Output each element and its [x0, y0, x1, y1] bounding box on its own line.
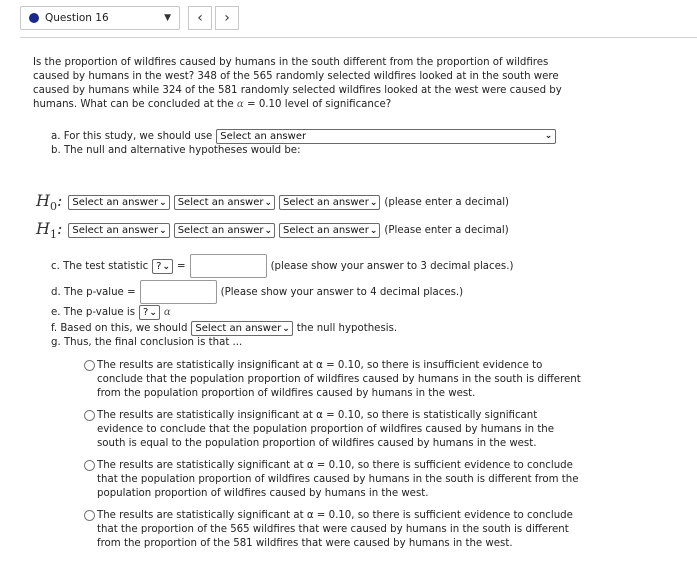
question-label: Question 16 [45, 12, 109, 24]
select-caret-icon: ⌄ [544, 131, 553, 141]
question-status-dot-icon [29, 13, 39, 23]
p-value-input[interactable] [140, 280, 217, 304]
select-caret-icon: ⌄ [162, 261, 171, 272]
part-b: b. The null and alternative hypotheses would be: [51, 145, 301, 156]
select-caret-icon: ⌄ [369, 225, 378, 236]
h0-note: (please enter a decimal) [384, 196, 510, 208]
h1-parameter-select[interactable]: Select an answer⌄ [68, 223, 169, 238]
alternative-hypothesis-row [36, 219, 509, 241]
previous-question-button[interactable] [188, 6, 212, 30]
conclusion-option-1[interactable]: The results are statistically insignificant at α = 0.10, so there is insufficient evidence to conclude that the population proportion of wildfires caused by humans in the south is different from the population proportion of wildfires caused by humans in the west. [84, 359, 596, 401]
select-caret-icon: ⌄ [282, 324, 290, 334]
conclusion-option-2[interactable]: The results are statistically insignificant at α = 0.10, so there is statistically significant evidence to conclude that the population proportion of wildfires caused by humans in the south is equal to the population proportion of wildfires caused by humans in the west. [84, 409, 596, 451]
h1-value-select[interactable]: Select an answer⌄ [279, 223, 380, 238]
h1-symbol: $H_1$: [36, 219, 63, 242]
alpha-symbol: α [163, 307, 171, 318]
part-d: d. The p-value = (Please show your answer to 4 decimal places.) [51, 280, 463, 304]
radio-button[interactable] [84, 410, 95, 421]
h0-relation-select[interactable]: Select an answer⌄ [174, 195, 275, 210]
part-f: f. Based on this, we should Select an answer⌄ the null hypothesis. [51, 323, 398, 334]
part-a: a. For this study, we should use Select an answer ⌄ [51, 129, 556, 144]
problem-line-3: caused by humans while 324 of the 581 randomly selected wildfires looked at the west were caused by [33, 85, 562, 96]
part-g: g. Thus, the final conclusion is that ... [51, 337, 243, 348]
header-divider [20, 37, 697, 38]
problem-line-4: humans. What can be concluded at the α = 0.10 level of significance? [33, 99, 392, 110]
part-c: c. The test statistic ?⌄ = (please show your answer to 3 decimal places.) [51, 254, 513, 278]
conclusion-option-4[interactable]: The results are statistically significant at α = 0.10, so there is sufficient evidence to conclude that the proportion of the 565 wildfires that were caused by humans in the south is different from the proportion of the 581 wildfires that were caused by humans in the west. [84, 509, 596, 551]
chevron-right-icon: › [224, 10, 230, 26]
test-statistic-note: (please show your answer to 3 decimal places.) [270, 260, 514, 272]
select-caret-icon: ⌄ [159, 197, 167, 208]
select-caret-icon: ⌄ [264, 197, 273, 208]
radio-button[interactable] [84, 360, 95, 371]
alpha-symbol: α [236, 99, 244, 110]
question-select[interactable] [20, 6, 180, 30]
part-e: e. The p-value is ?⌄ α [51, 307, 171, 318]
decision-select[interactable]: Select an answer⌄ [191, 321, 292, 336]
test-statistic-select[interactable]: ?⌄ [152, 259, 173, 274]
next-question-button[interactable] [215, 6, 239, 30]
h0-symbol: $H_0$: [36, 191, 63, 214]
chevron-left-icon: ‹ [197, 10, 203, 26]
study-type-select[interactable]: Select an answer ⌄ [216, 129, 556, 144]
h0-value-select[interactable]: Select an answer⌄ [279, 195, 380, 210]
h1-note: (Please enter a decimal) [384, 224, 509, 236]
h1-relation-select[interactable]: Select an answer⌄ [174, 223, 275, 238]
select-caret-icon: ⌄ [149, 308, 157, 318]
problem-line-2: caused by humans in the west? 348 of the 565 randomly selected wildfires looked at in the south were [33, 71, 559, 82]
dropdown-caret-icon: ▼ [164, 13, 171, 23]
p-value-comparison-select[interactable]: ?⌄ [139, 305, 160, 320]
h0-parameter-select[interactable]: Select an answer⌄ [68, 195, 169, 210]
select-caret-icon: ⌄ [264, 225, 273, 236]
test-statistic-input[interactable] [190, 254, 267, 278]
select-caret-icon: ⌄ [159, 225, 167, 236]
problem-line-1: Is the proportion of wildfires caused by humans in the south different from the proportion of wildfires [33, 57, 549, 68]
radio-button[interactable] [84, 510, 95, 521]
p-value-note: (Please show your answer to 4 decimal places.) [220, 286, 464, 298]
null-hypothesis-row [36, 191, 509, 213]
select-caret-icon: ⌄ [369, 197, 378, 208]
problem-text [33, 56, 578, 112]
radio-button[interactable] [84, 460, 95, 471]
conclusion-option-3[interactable]: The results are statistically significant at α = 0.10, so there is sufficient evidence to conclude that the population proportion of wildfires caused by humans in the south is different from the population proportion of wildfires caused by humans in the west. [84, 459, 596, 501]
